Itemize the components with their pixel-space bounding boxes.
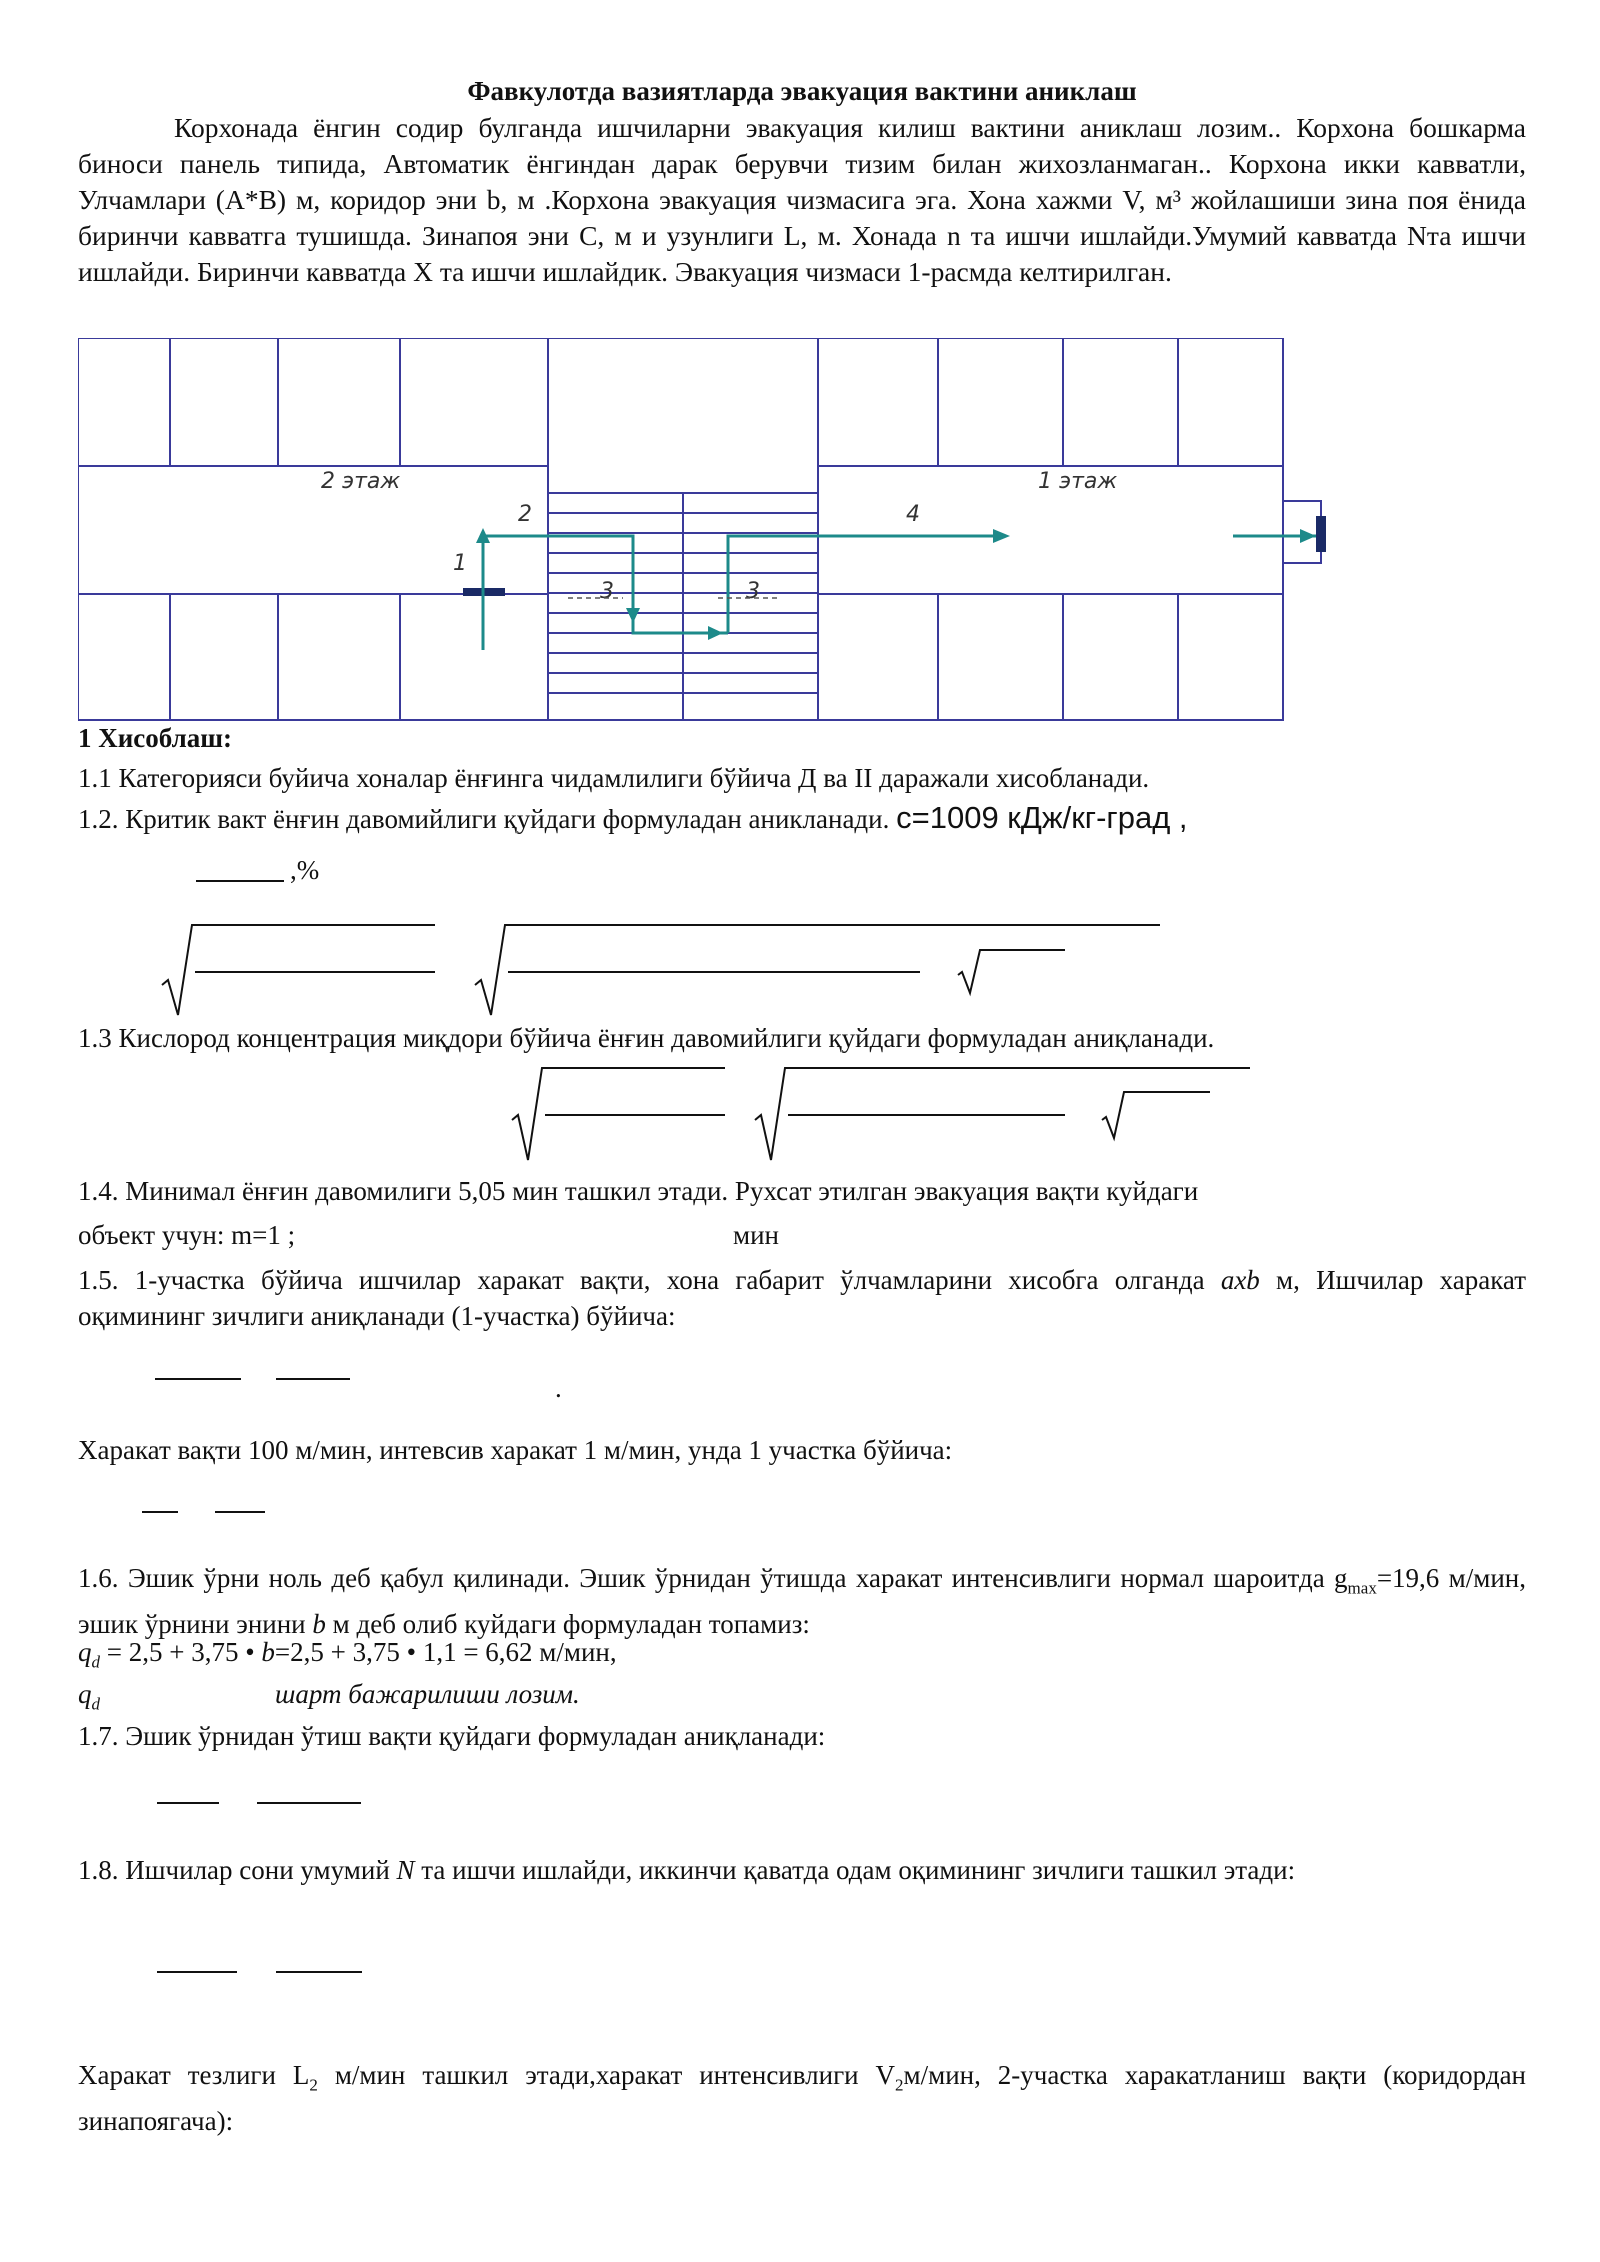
section-1-2-text: 1.2. Критик вакт ёнғин давомийлиги қуйдаги формуладан аникланади. [78,804,890,834]
fraction-bar [257,1802,361,1804]
document-title: Фавкулотда вазиятларда эвакуация вактини аниклаш [467,76,1137,106]
section-1-4-line2 [78,1217,1526,1253]
floor1-label: 1 этаж [1038,469,1118,494]
fraction-bar [157,1802,219,1804]
route-label-3b: 3 [746,579,760,604]
section-1-3: 1.3 Кислород концентрация миқдори бўйича ёнғин давомийлиги қуйдаги формуладан аниқланади. [78,1023,1215,1053]
section-1-1: 1.1 Категорияси буйича хоналар ёнғинга чидамлилиги бўйича Д ва II даражали хисобланади. [78,763,1150,793]
route-arrow-4 [993,529,1010,543]
section-1-8: 1.8. Ишчилар сони умумий N та ишчи ишлайди, иккинчи қаватда одам оқимининг зичлиги ташкил этади: [78,1855,1296,1885]
evacuation-plan-diagram [78,338,1338,723]
section-1-4-unit: мин [733,1220,779,1250]
section-1-7: 1.7. Эшик ўрнидан ўтиш вақти қуйдаги формуладан аниқланади: [78,1721,826,1751]
document-page [78,72,1526,290]
fraction-bar [276,1378,350,1380]
qd-formula: $q_d = 2,5 + 3,75$ • b=2,5 + 3,75 • 1,1 = 6,62 м/мин, [78,1637,617,1672]
section-1-9: Харакат тезлиги $L_2$ м/мин ташкил этади,харакат интенсивлиги $V_2м$/мин, 2-участка харакатланиш вақти (коридордан зинапоягача): [78,2060,1526,2137]
floor2-label: 2 этаж [321,469,401,494]
N-variable: N [396,1855,415,1885]
fraction-bar [142,1511,178,1513]
section-1-2 [78,800,1526,837]
section-1-5: 1.5. 1-участка бўйича ишчилар харакат вақти, хона габарит ўлчамларини хисобга олганда axb м, Ишчилар харакат оқимининг зичлиги аниқланади (1-участка) бўйича: [78,1265,1527,1331]
exit-door [1316,516,1326,552]
percent-sign: ,% [290,855,320,885]
route-label-4: 4 [906,502,920,527]
building-outline [78,338,1283,720]
fraction-bar [196,880,284,882]
section-1-2-constant: c=1009 кДж/кг-град , [896,800,1188,835]
route-label-3a: 3 [600,579,614,604]
route-label-1: 1 [453,551,467,576]
period-mark: . [555,1373,562,1403]
fraction-bar [157,1971,237,1973]
fraction-bar [215,1511,265,1513]
route-arrow-exit [1300,529,1316,543]
route-label-2: 2 [518,502,532,527]
section-1-4-line1: 1.4. Минимал ёнғин давомилиги 5,05 мин ташкил этади. Рухсат этилган эвакуация вақти куйдаги [78,1176,1199,1206]
fraction-bar [155,1378,241,1380]
intro-paragraph: Корхонада ёнгин содир булганда ишчиларни эвакуация килиш вактини аниклаш лозим.. Корхона бошкарма биноси панель типида, Автоматик ёнгиндан дарак берувчи тизим билан жихозланмаган.. Корхона икки кавватли, Улчамлари (А*В) м, коридор эни b, м .Корхона эвакуация чизмасига эга. Хона хажми V, м³ жойлашиши зина поя ёнида биринчи кавватга тушишда. Зинапоя эни C, м и узунлиги L, м. Хонада n та ишчи ишлайди.Умумий кавватда Nта ишчи ишлайди. Биринчи кавватда X та ишчи ишлайдик. Эвакуация чизмаси 1-расмда келтирилган. [78,112,1526,287]
qd-condition: $q_d$ шарт бажарилиши лозим. [78,1679,580,1714]
axb-variable: axb [1220,1265,1260,1295]
section-1-5-speed: Харакат вақти 100 м/мин, интевсив харакат 1 м/мин, унда 1 участка бўйича: [78,1435,953,1465]
b-variable: b [312,1609,326,1640]
formula-radicals-2 [510,1060,1250,1170]
route-arrow-2 [626,608,640,623]
section-1-6: 1.6. Эшик ўрни ноль деб қабул қилинади. Эшик ўрнидан ўтишда харакат интенсивлиги нормал шароитда $g_{max}=19,6$ м/мин, эшик ўрнини энини b м деб олиб куйдаги формуладан топамиз: [78,1563,1526,1640]
formula-radicals-1 [150,915,1180,1025]
section-1-4-object: объект учун: m=1 ; [78,1220,296,1250]
section-heading: 1 Хисоблаш: [78,723,233,753]
fraction-bar [276,1971,362,1973]
route-arrow-3 [708,626,723,640]
